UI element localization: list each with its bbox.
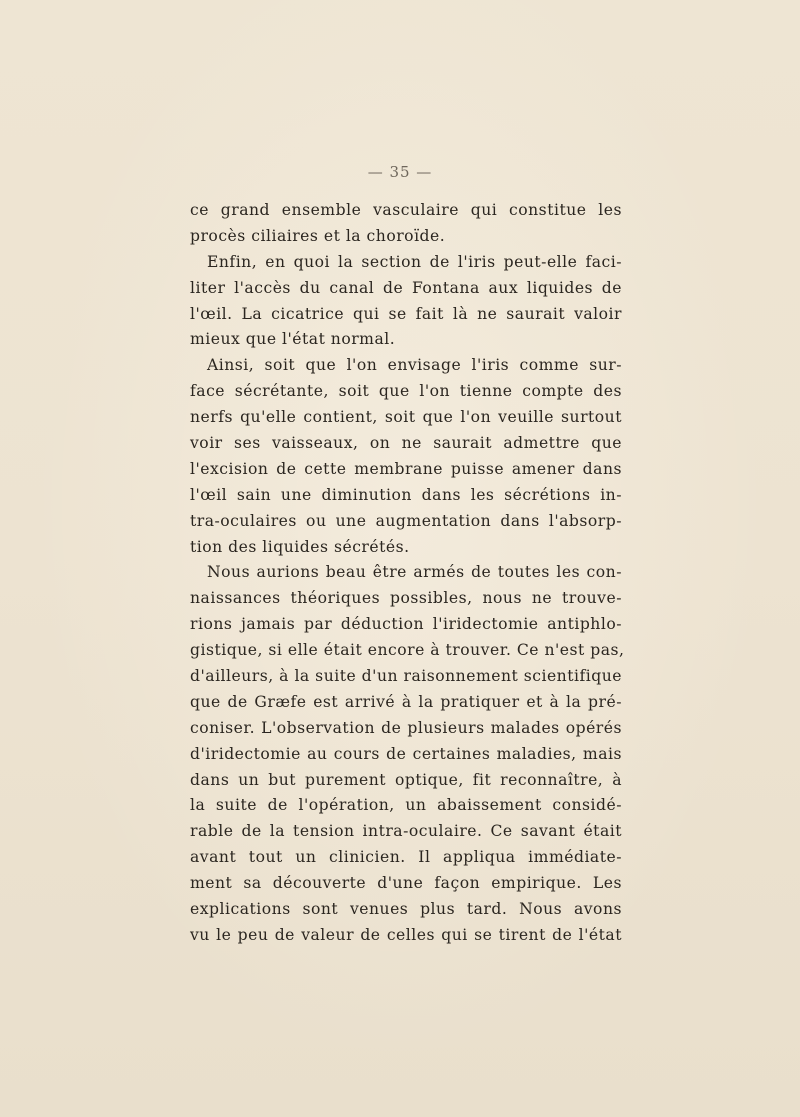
- text-line: d'ailleurs, à la suite d'un raisonnement scientifique: [190, 667, 622, 686]
- text-line: mieux que l'état normal.: [190, 330, 396, 349]
- text-line: la suite de l'opération, un abaissement considé-: [190, 796, 622, 815]
- text-line: liter l'accès du canal de Fontana aux liquides de: [190, 278, 622, 297]
- text-line: gistique, si elle était encore à trouver. Ce n'est pas,: [190, 641, 625, 660]
- text-line: ment sa découverte d'une façon empirique. Les: [190, 874, 622, 893]
- text-line: dans un but purement optique, fit reconnaître, à: [190, 770, 622, 789]
- text-line: explications sont venues plus tard. Nous avons: [190, 900, 622, 919]
- text-line: l'œil. La cicatrice qui se fait là ne saurait valoir: [190, 304, 622, 323]
- body-text: [190, 198, 625, 949]
- text-line: rions jamais par déduction l'iridectomie antiphlo-: [190, 615, 622, 634]
- text-line: naissances théoriques possibles, nous ne trouve-: [190, 589, 622, 608]
- text-line: procès ciliaires et la choroïde.: [190, 226, 446, 245]
- text-line: Nous aurions beau être armés de toutes les con-: [207, 563, 622, 582]
- text-line: rable de la tension intra-oculaire. Ce savant était: [190, 822, 622, 841]
- text-line: voir ses vaisseaux, on ne saurait admettre que: [190, 434, 622, 453]
- page-number: — 35 —: [367, 163, 433, 181]
- text-line: tion des liquides sécrétés.: [190, 537, 410, 556]
- text-line: vu le peu de valeur de celles qui se tirent de l'état: [190, 925, 622, 944]
- text-line: l'œil sain une diminution dans les sécrétions in-: [190, 485, 622, 504]
- text-line: Enfin, en quoi la section de l'iris peut-elle faci-: [207, 252, 622, 271]
- text-line: Ainsi, soit que l'on envisage l'iris comme sur-: [207, 356, 622, 375]
- text-line: avant tout un clinicien. Il appliqua immédiate-: [190, 848, 622, 867]
- text-line: tra-oculaires ou une augmentation dans l'absorp-: [190, 511, 622, 530]
- text-line: d'iridectomie au cours de certaines maladies, mais: [190, 744, 622, 763]
- text-line: que de Græfe est arrivé à la pratiquer et à la pré-: [190, 692, 622, 711]
- text-line: face sécrétante, soit que l'on tienne compte des: [190, 382, 622, 401]
- text-line: l'excision de cette membrane puisse amener dans: [190, 459, 622, 478]
- text-line: ce grand ensemble vasculaire qui constitue les: [190, 201, 622, 219]
- text-line: coniser. L'observation de plusieurs malades opérés: [190, 718, 622, 737]
- text-line: nerfs qu'elle contient, soit que l'on veuille surtout: [190, 408, 622, 427]
